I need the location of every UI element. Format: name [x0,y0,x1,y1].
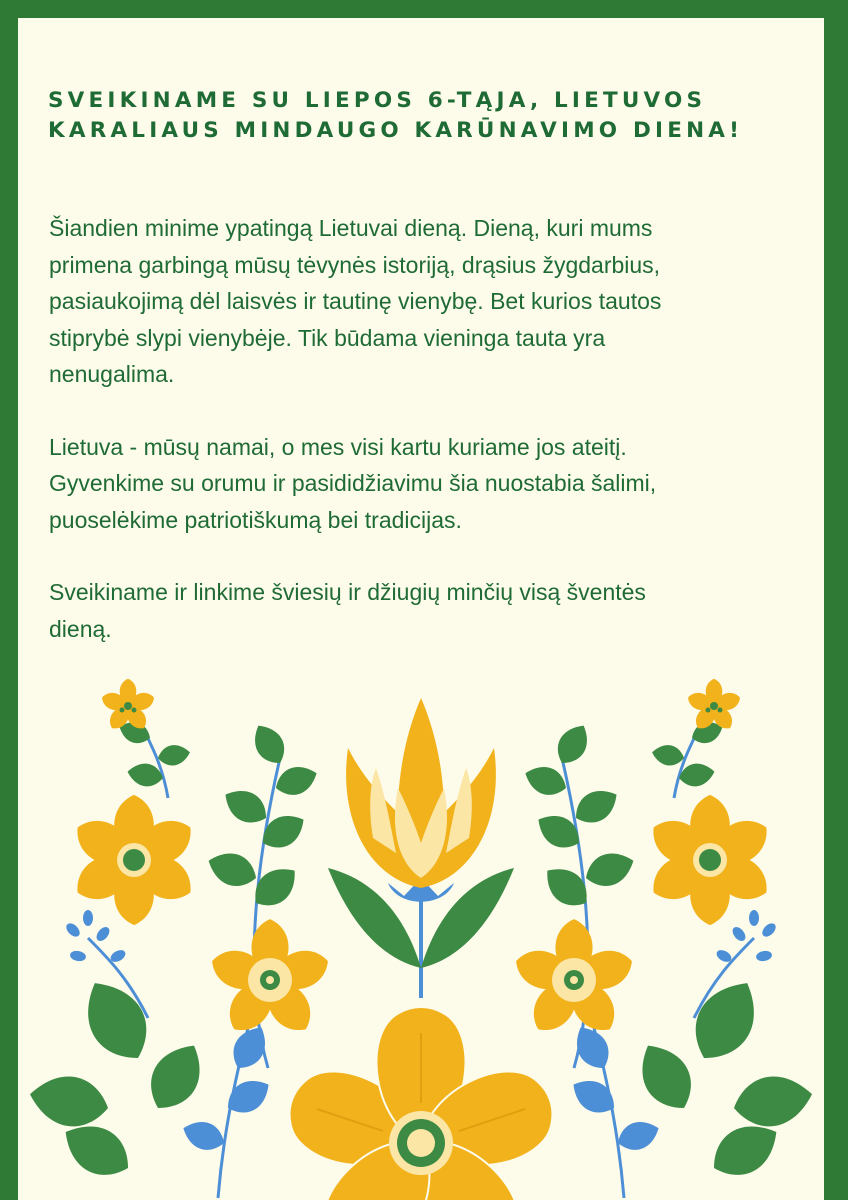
paragraph-line: primena garbingą mūsų tėvynės istoriją, drąsius žygdarbius, [49,251,661,278]
paragraph-line: nenugalima. [49,361,175,387]
paragraph-3 [49,574,809,647]
paragraph-2 [49,429,809,539]
daisy-icon [644,795,777,925]
heading-line-2: KARALIAUS MINDAUGO KARŪNAVIMO DIENA! [48,118,744,143]
paragraph-line: Sveikiname ir linkime šviesių ir džiugių minčių visą šventės [49,579,646,605]
paragraph-line: dieną. [49,615,112,642]
paragraph-line: puoselėkime patriotiškumą bei tradicijas. [49,506,462,533]
greeting-body [49,210,809,683]
daisy-icon [278,1007,564,1200]
paragraph-line: Gyvenkime su orumu ir pasididžiavimu šia nuostabia šalimi, [49,470,657,496]
paragraph-1 [49,210,809,393]
heading-line-1: SVEIKINAME SU LIEPOS 6-TĄJA, LIETUVOS [48,88,707,113]
paragraph-line: stiprybė slypi vienybėje. Tik būdama vieninga tauta yra [49,324,606,351]
daisy-icon [206,919,333,1040]
folk-flower-illustration [18,638,824,1200]
greeting-heading [48,86,808,146]
paragraph-line: pasiaukojimą dėl laisvės ir tautinę vienybę. Bet kurios tautos [49,288,662,314]
tulip-icon [328,698,514,998]
daisy-icon [510,919,637,1040]
paragraph-line: Šiandien minime ypatingą Lietuvai dieną. Dieną, kuri mums [49,215,653,241]
paragraph-line: Lietuva - mūsų namai, o mes visi kartu kuriame jos ateitį. [49,433,627,460]
daisy-icon [68,795,201,925]
greeting-card [18,18,824,1200]
